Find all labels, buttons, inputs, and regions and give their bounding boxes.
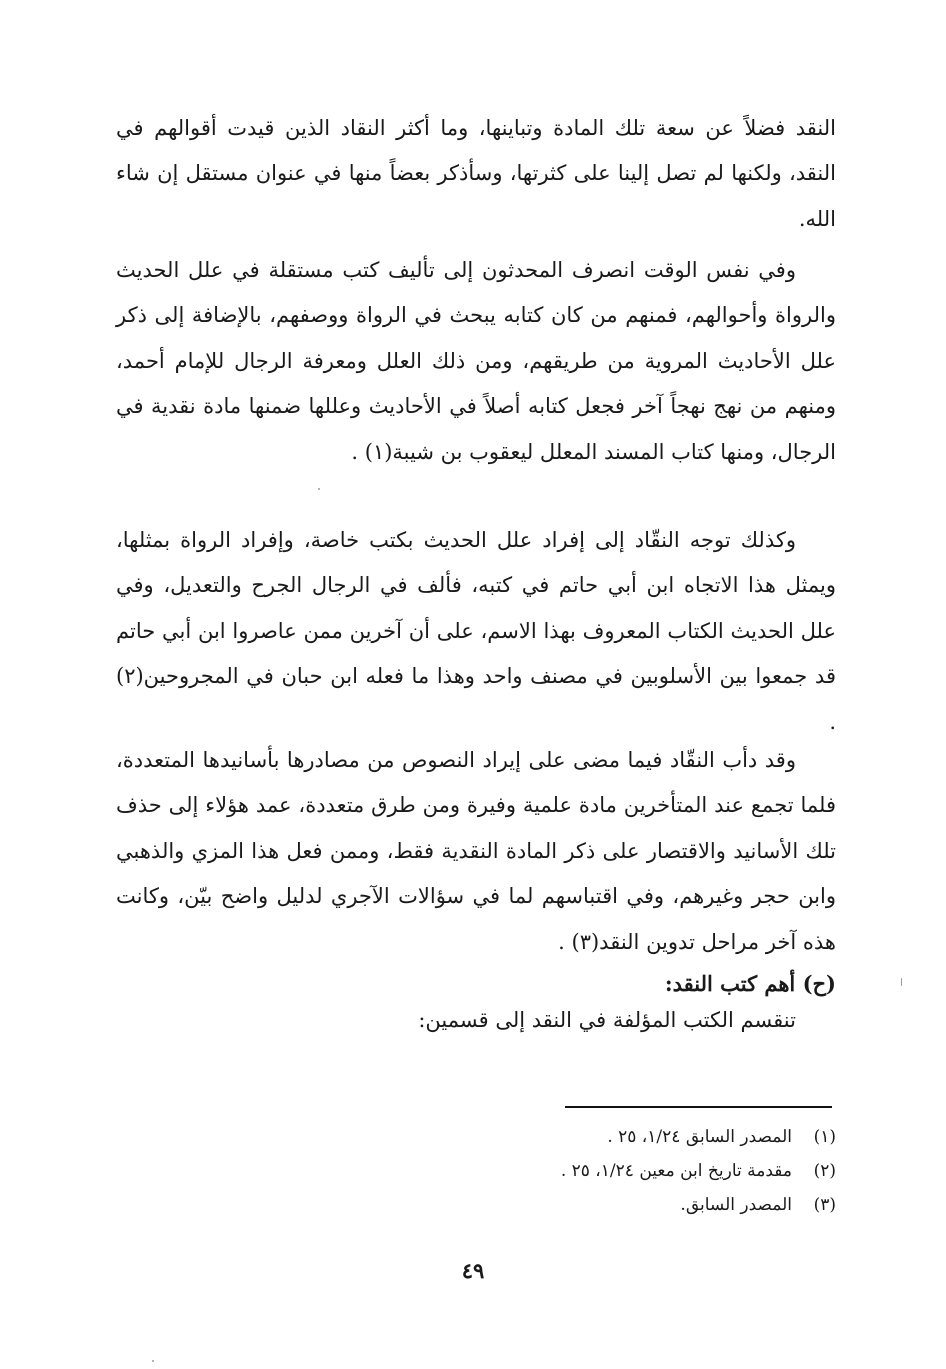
scan-speck	[318, 488, 320, 490]
paragraph-3	[116, 518, 836, 745]
footnote-text: المصدر السابق ١/٢٤، ٢٥ .	[607, 1127, 792, 1147]
footnote-number: (١)	[813, 1127, 836, 1147]
section-heading: (ح) أهم كتب النقد:	[664, 971, 836, 996]
paragraph-2	[116, 248, 836, 475]
paragraph-4	[116, 738, 836, 965]
footnote-text: مقدمة تاريخ ابن معين ١/٢٤، ٢٥ .	[560, 1161, 792, 1181]
paragraph-text: وقد دأب النقّاد فيما مضى على إيراد النصوص من مصادرها بأسانيدها المتعددة، فلما تجمع عند المتأخرين مادة علمية وفيرة ومن طرق متعددة، عمد هؤلاء إلى حذف تلك الأسانيد والاقتصار على ذكر المادة النقدية فقط، وممن فعل هذا المزي والذهبي وابن حجر وغيرهم، وفي اقتباسهم لما في سؤالات الآجري لدليل واضح بيّن، وكانت هذه آخر مراحل تدوين النقد(٣) .	[116, 748, 836, 954]
footnote-number: (٣)	[813, 1195, 836, 1215]
section-intro: تنقسم الكتب المؤلفة في النقد إلى قسمين:	[418, 1008, 796, 1032]
scan-speck	[152, 1360, 154, 1362]
scan-speck	[901, 978, 902, 986]
footnote-number: (٢)	[813, 1161, 836, 1181]
footnote-2	[116, 1154, 836, 1188]
footnote-text: المصدر السابق.	[680, 1195, 792, 1215]
footnotes	[116, 1120, 836, 1222]
paragraph-text: وكذلك توجه النقّاد إلى إفراد علل الحديث بكتب خاصة، وإفراد الرواة بمثلها، ويمثل هذا الاتجاه ابن أبي حاتم في كتبه، فألف في الرجال الجرح والتعديل، وفي علل الحديث الكتاب المعروف بهذا الاسم، على أن آخرين ممن عاصروا ابن أبي حاتم قد جمعوا بين الأسلوبين في مصنف واحد وهذا ما فعله ابن حبان في المجروحين(٢) .	[116, 528, 836, 734]
page-number: ٤٩	[461, 1258, 485, 1283]
footnote-3	[116, 1188, 836, 1222]
paragraph-text: النقد فضلاً عن سعة تلك المادة وتباينها، وما أكثر النقاد الذين قيدت أقوالهم في النقد، ولكنها لم تصل إلينا على كثرتها، وسأذكر بعضاً منها في عنوان مستقل إن شاء الله.	[116, 116, 836, 231]
paragraph-text: وفي نفس الوقت انصرف المحدثون إلى تأليف كتب مستقلة في علل الحديث والرواة وأحوالهم، فمنهم من كان كتابه يبحث في الرواة ووصفهم، بالإضافة إلى ذكر علل الأحاديث المروية من طريقهم، ومن ذلك العلل ومعرفة الرجال للإمام أحمد، ومنهم من نهج نهجاً آخر فجعل كتابه أصلاً في الأحاديث وعللها ضمنها مادة نقدية في الرجال، ومنها كتاب المسند المعلل ليعقوب بن شيبة(١) .	[116, 258, 836, 464]
footnote-1	[116, 1120, 836, 1154]
paragraph-1	[116, 106, 836, 242]
footnote-divider	[565, 1106, 832, 1108]
